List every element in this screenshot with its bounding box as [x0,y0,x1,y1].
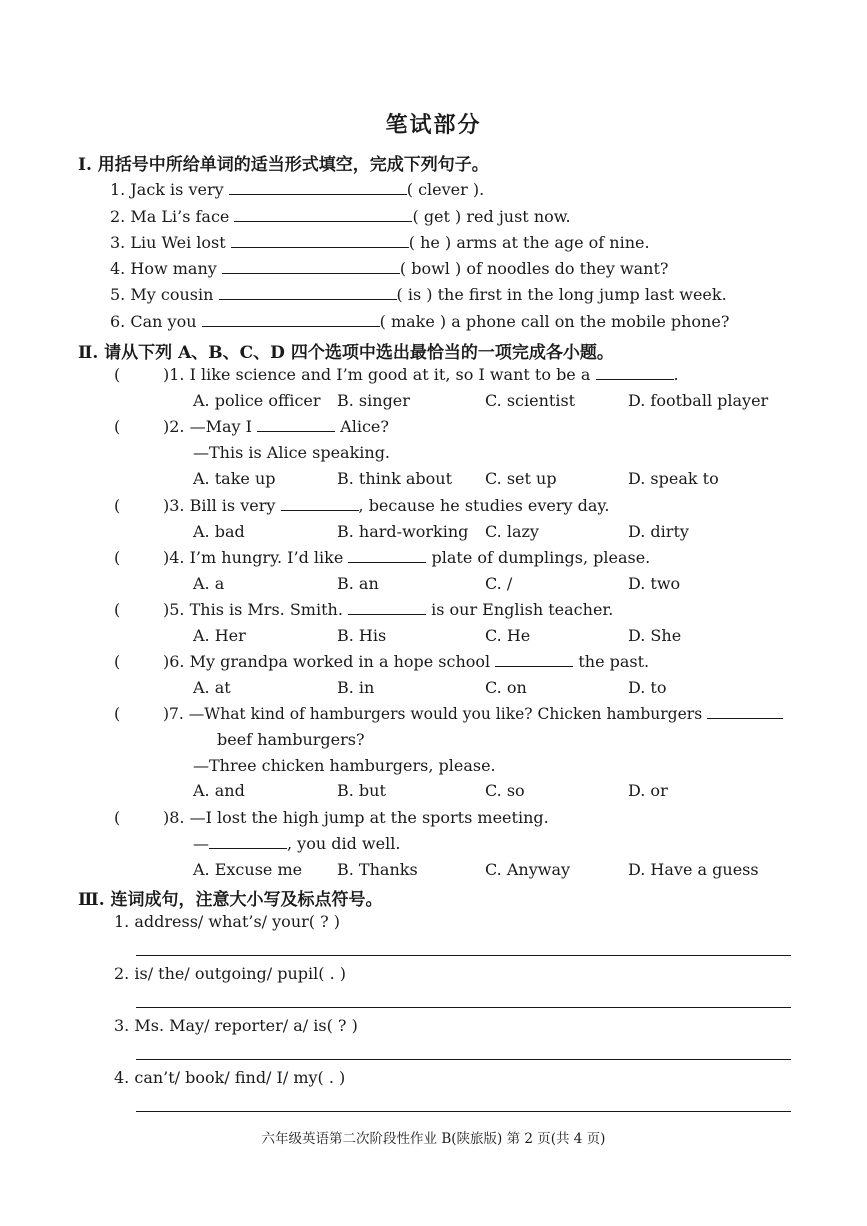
q5-option-d[interactable]: D. She [628,626,682,645]
q2-option-d[interactable]: D. speak to [628,469,719,488]
answer-paren-open[interactable]: ( [114,417,121,436]
q5-option-b[interactable]: B. His [337,626,387,645]
q6-option-d[interactable]: D. to [628,678,667,697]
s3-item-4: 4. can’t/ book/ find/ I/ my( . ) [114,1068,346,1087]
page-title: 笔试部分 [385,112,482,138]
fill-blank[interactable] [202,312,380,327]
answer-blank[interactable] [596,365,674,380]
q1-option-a[interactable]: A. police officer [193,391,321,410]
q7-option-d[interactable]: D. or [628,781,668,800]
s3-item-1: 1. address/ what’s/ your( ? ) [114,912,340,931]
answer-line[interactable] [136,1059,791,1060]
s3-item-3: 3. Ms. May/ reporter/ a/ is( ? ) [114,1016,358,1035]
s1-item-1: 1. Jack is very ( clever ). [110,180,485,199]
answer-line[interactable] [136,955,791,956]
fill-blank[interactable] [231,233,409,248]
q3-option-c[interactable]: C. lazy [485,522,539,541]
q8-option-c[interactable]: C. Anyway [485,860,571,879]
s3-item-2: 2. is/ the/ outgoing/ pupil( . ) [114,964,346,983]
s1-item-4: 4. How many ( bowl ) of noodles do they want? [110,259,669,278]
q2-option-b[interactable]: B. think about [337,469,453,488]
fill-blank[interactable] [219,285,397,300]
fill-blank[interactable] [234,207,412,222]
q7-stem: )7. —What kind of hamburgers would you like? Chicken hamburgers [163,704,783,723]
s1-item-5: 5. My cousin ( is ) the first in the long jump last week. [110,285,727,304]
answer-line[interactable] [136,1007,791,1008]
answer-paren-open[interactable]: ( [114,496,121,515]
section-1-heading: Ⅰ. 用括号中所给单词的适当形式填空，完成下列句子。 [78,155,489,175]
q4-option-b[interactable]: B. an [337,574,379,593]
q8-response: — , you did well. [193,834,401,853]
answer-blank[interactable] [348,548,426,563]
answer-blank[interactable] [257,417,335,432]
q1-option-d[interactable]: D. football player [628,391,769,410]
q3-option-b[interactable]: B. hard-working [337,522,469,541]
answer-blank[interactable] [281,496,359,511]
q2-option-a[interactable]: A. take up [193,469,276,488]
q7-response: —Three chicken hamburgers, please. [193,756,496,775]
answer-blank[interactable] [209,834,287,849]
q4-stem: )4. I’m hungry. I’d like plate of dumplings, please. [163,548,651,567]
q4-option-a[interactable]: A. a [193,574,225,593]
q3-stem: )3. Bill is very , because he studies every day. [163,496,610,515]
q4-option-c[interactable]: C. / [485,574,513,593]
q1-stem: )1. I like science and I’m good at it, so I want to be a . [163,365,679,384]
q8-option-b[interactable]: B. Thanks [337,860,418,879]
q2-response: —This is Alice speaking. [193,443,391,462]
s1-item-3: 3. Liu Wei lost ( he ) arms at the age of nine. [110,233,650,252]
q7-option-a[interactable]: A. and [193,781,245,800]
q6-stem: )6. My grandpa worked in a hope school the past. [163,652,650,671]
s1-item-6: 6. Can you ( make ) a phone call on the mobile phone? [110,312,730,331]
answer-blank[interactable] [495,652,573,667]
answer-paren-open[interactable]: ( [114,548,121,567]
q7-option-c[interactable]: C. so [485,781,525,800]
answer-paren-open[interactable]: ( [114,652,121,671]
q6-option-b[interactable]: B. in [337,678,375,697]
answer-line[interactable] [136,1111,791,1112]
answer-paren-open[interactable]: ( [114,600,121,619]
answer-blank[interactable] [348,600,426,615]
section-3-heading: Ⅲ. 连词成句，注意大小写及标点符号。 [78,890,383,910]
q4-option-d[interactable]: D. two [628,574,681,593]
q5-option-c[interactable]: C. He [485,626,531,645]
fill-blank[interactable] [222,259,400,274]
q7-stem-cont: beef hamburgers? [217,730,365,749]
q3-option-a[interactable]: A. bad [193,522,245,541]
q7-option-b[interactable]: B. but [337,781,386,800]
s1-item-2: 2. Ma Li’s face ( get ) red just now. [110,207,571,226]
q6-option-a[interactable]: A. at [193,678,231,697]
fill-blank[interactable] [229,180,407,195]
q5-option-a[interactable]: A. Her [193,626,246,645]
answer-paren-open[interactable]: ( [114,365,121,384]
q6-option-c[interactable]: C. on [485,678,527,697]
q2-stem: )2. —May I Alice? [163,417,389,436]
q8-stem: )8. —I lost the high jump at the sports meeting. [163,808,549,827]
answer-paren-open[interactable]: ( [114,808,121,827]
q2-option-c[interactable]: C. set up [485,469,557,488]
q8-option-a[interactable]: A. Excuse me [193,860,303,879]
q1-option-c[interactable]: C. scientist [485,391,576,410]
q1-option-b[interactable]: B. singer [337,391,410,410]
answer-paren-open[interactable]: ( [114,704,121,723]
q8-option-d[interactable]: D. Have a guess [628,860,759,879]
section-2-heading: Ⅱ. 请从下列 A、B、C、D 四个选项中选出最恰当的一项完成各小题。 [78,343,614,363]
answer-blank[interactable] [707,704,783,719]
page-footer: 六年级英语第二次阶段性作业 B(陕旅版) 第 2 页(共 4 页) [261,1131,606,1147]
q3-option-d[interactable]: D. dirty [628,522,689,541]
q5-stem: )5. This is Mrs. Smith. is our English teacher. [163,600,614,619]
